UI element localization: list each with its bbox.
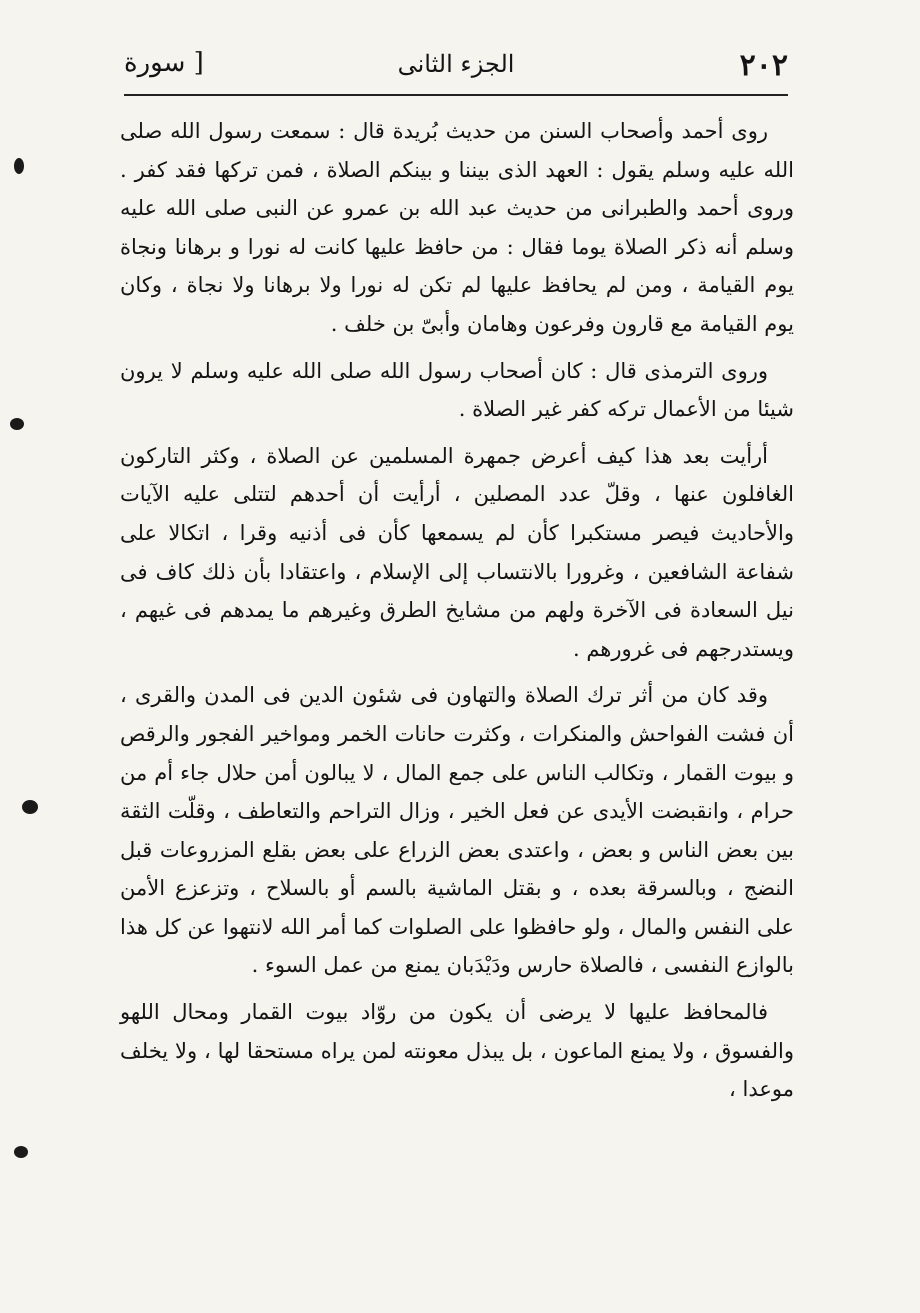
paragraph-5: فالمحافظ عليها لا يرضى أن يكون من روّاد بيوت القمار ومحال اللهو والفسوق ، ولا يمنع الماعون ، بل يبذل معونته لمن يراه مستحقا لها ، ولا يخلف موعدا ، <box>120 1000 794 1102</box>
body-text <box>120 112 794 1117</box>
ink-mark <box>14 1146 28 1158</box>
ink-mark <box>10 418 24 430</box>
sura-label: [ سورة <box>124 48 204 78</box>
ink-mark <box>22 800 38 814</box>
paragraph-1: روى أحمد وأصحاب السنن من حديث بُريدة قال : سمعت رسول الله صلى الله عليه وسلم يقول : العهد الذى بيننا و بينكم الصلاة ، فمن تركها فقد كفر . وروى أحمد والطبرانى من حديث عبد الله بن عمرو عن النبى صلى الله عليه وسلم أنه ذكر الصلاة يوما فقال : من حافظ عليها كانت له نورا و برهانا ونجاة يوم القيامة ، ومن لم يحافظ عليها لم تكن له نورا ولا برهانا ولا نجاة ، وكان يوم القيامة مع قارون وفرعون وهامان وأبىّ بن خلف . <box>120 119 794 336</box>
paragraph-4: وقد كان من أثر ترك الصلاة والتهاون فى شئون الدين فى المدن والقرى ، أن فشت الفواحش والمنكرات ، وكثرت حانات الخمر ومواخير الفجور والرقص و بيوت القمار ، وتكالب الناس على جمع المال ، لا يبالون أمن حلال جاء أم من حرام ، وانقبضت الأيدى عن فعل الخير ، وزال التراحم والتعاطف ، وقلّت الثقة بين بعض الناس و بعض ، واعتدى بعض الزراع على بعض بقلع المزروعات قبل النضج ، وبالسرقة بعده ، و بقتل الماشية بالسم أو بالسلاح ، وتزعزع الأمن على النفس والمال ، ولو حافظوا على الصلوات كما أمر الله لانتهوا عن كل هذا بالوازع النفسى ، فالصلاة حارس ودَيْدَبان يمنع من عمل السوء . <box>120 683 794 978</box>
page-number: ٢٠٢ <box>739 48 788 83</box>
paragraph-3: أرأيت بعد هذا كيف أعرض جمهرة المسلمين عن الصلاة ، وكثر التاركون الغافلون عنها ، وقلّ عدد المصلين ، أرأيت أن أحدهم لتتلى عليه الآيات والأحاديث فيصر مستكبرا كأن لم يسمعها كأن فى أذنيه وقرا ، اتكالا على شفاعة الشافعين ، وغرورا بالانتساب إلى الإسلام ، واعتقادا بأن ذلك كاف فى نيل السعادة فى الآخرة ولهم من مشايخ الطرق وغيرهم ما يمدهم فى غيهم ، ويستدرجهم فى غرورهم . <box>120 443 794 661</box>
ink-mark <box>14 158 24 174</box>
paragraph-2: وروى الترمذى قال : كان أصحاب رسول الله صلى الله عليه وسلم لا يرون شيئا من الأعمال تركه كفر غير الصلاة . <box>120 358 794 422</box>
page-header <box>124 42 788 94</box>
running-title: الجزء الثانى <box>397 50 515 78</box>
header-rule <box>124 94 788 96</box>
